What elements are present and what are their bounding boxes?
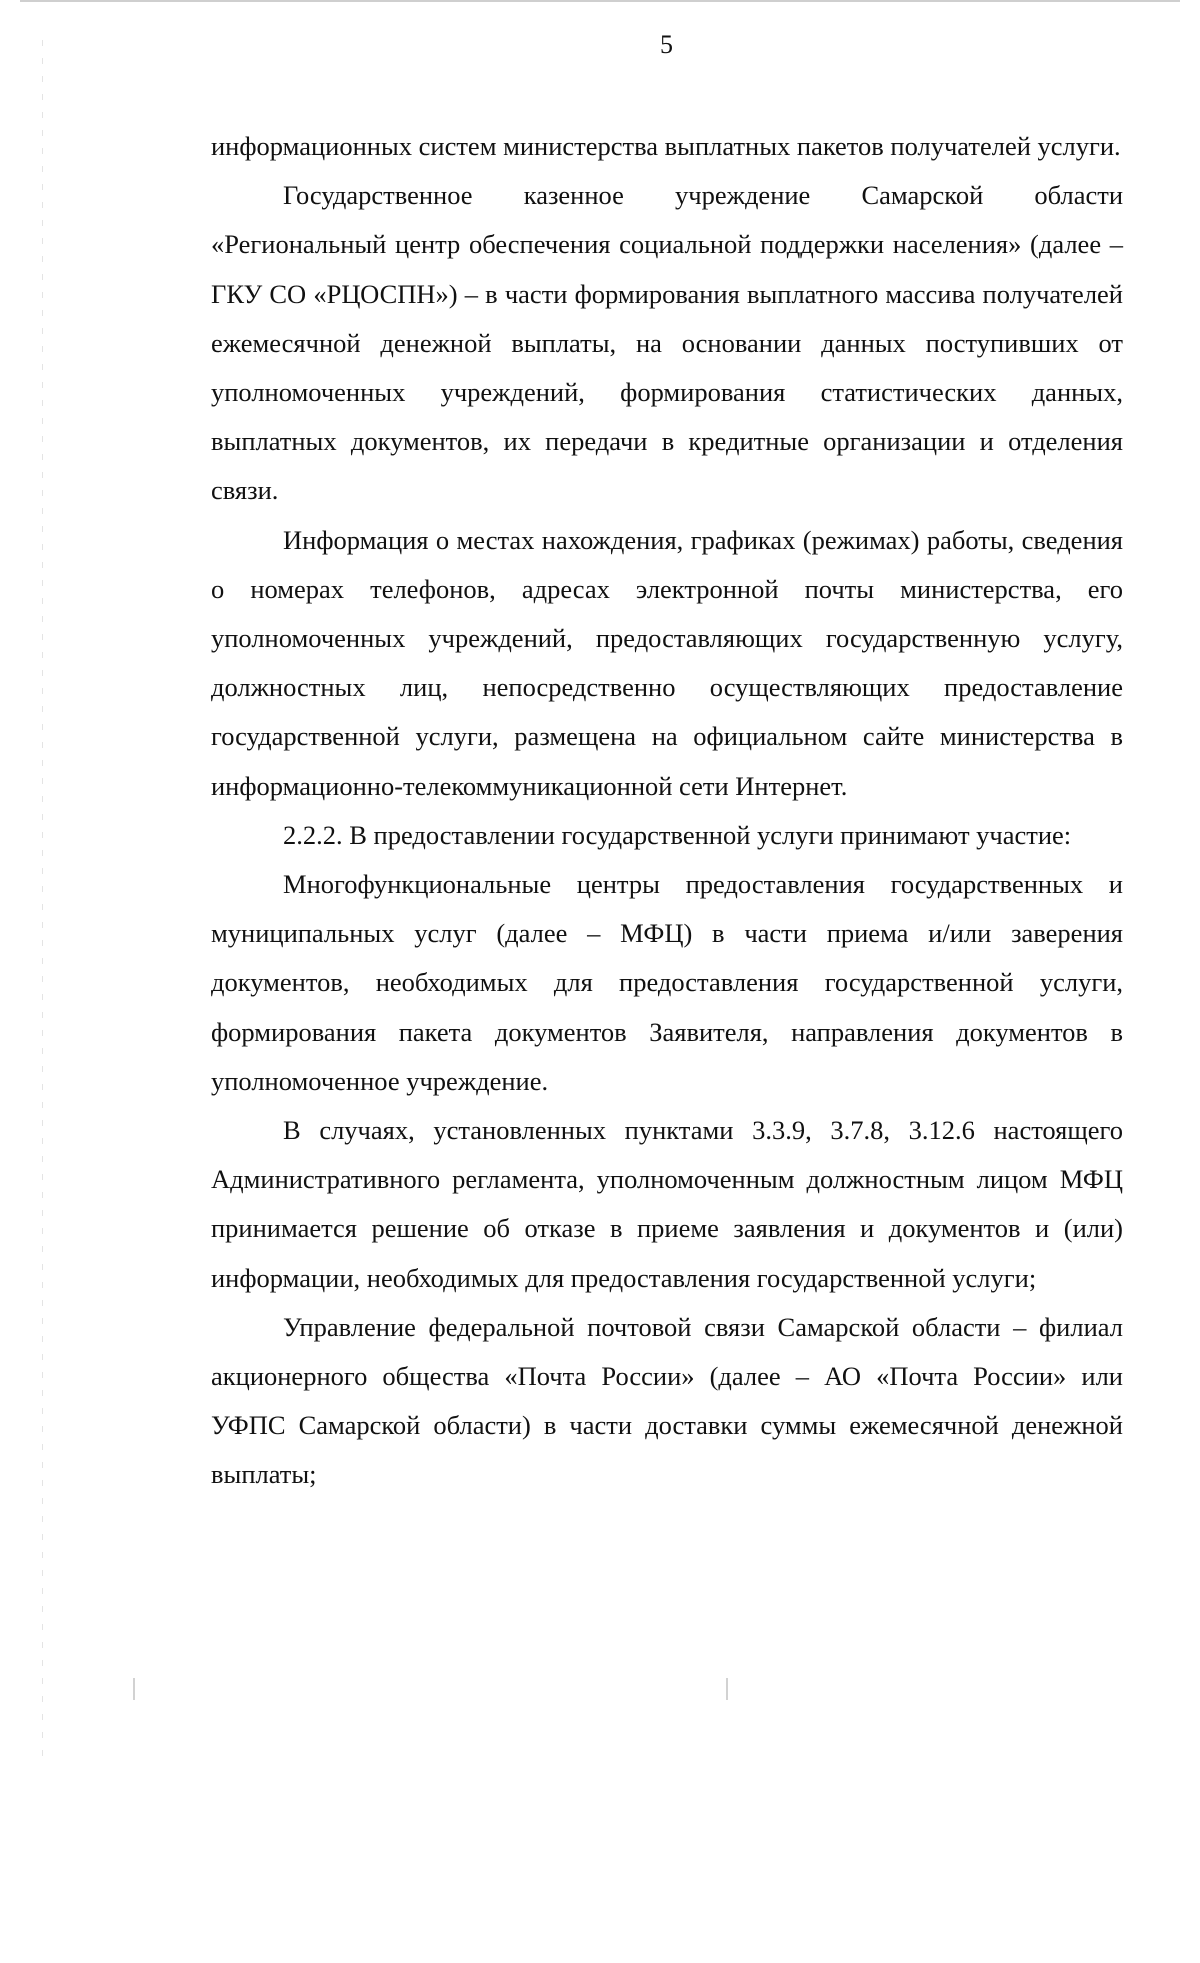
scan-top-rule (20, 0, 1180, 2)
scan-edge-left (42, 40, 43, 1760)
paragraph-contact-information: Информация о местах нахождения, графиках (режимах) работы, сведения о номерах телефонов, адресах электронной почты министерства, его уполномоченных учреждений, предоставляющих государственную услугу, должностных лиц, непосредственно осуществляющих предоставление государственной услуги, размещена на официальном сайте министерства в информационно-телекоммуникационной сети Интернет. (211, 524, 1123, 801)
paragraph-gku-rtsospn: Государственное казенное учреждение Самарской области «Региональный центр обеспечения социальной поддержки населения» (далее – ГКУ СО «РЦОСПН») – в части формирования выплатного массива получателей ежемесячной денежной выплаты, на основании данных поступивших от уполномоченных учреждений, формирования статистических данных, выплатных документов, их передачи в кредитные организации и отделения связи. (211, 180, 1123, 506)
paragraph-mfc-refusal: В случаях, установленных пунктами 3.3.9, 3.7.8, 3.12.6 настоящего Административного регламента, уполномоченным должностным лицом МФЦ принимается решение об отказе в приеме заявления и документов и (или) информации, необходимых для предоставления государственной услуги; (211, 1115, 1123, 1293)
scan-mark-left (133, 1678, 135, 1700)
paragraph-mfc: Многофункциональные центры предоставления государственных и муниципальных услуг (далее – МФЦ) в части приема и/или заверения документов, необходимых для предоставления государственной услуги, формирования пакета документов Заявителя, направления документов в уполномоченное учреждение. (211, 869, 1123, 1096)
document-body (211, 122, 1123, 1500)
paragraph-continuation: информационных систем министерства выплатных пакетов получателей услуги. (211, 131, 1121, 161)
paragraph-section-2-2-2: 2.2.2. В предоставлении государственной услуги принимают участие: (283, 819, 1072, 850)
paragraph-russian-post: Управление федеральной почтовой связи Самарской области – филиал акционерного общества «Почта России» (далее – АО «Почта России» или УФПС Самарской области) в части доставки суммы ежемесячной денежной выплаты; (211, 1311, 1123, 1490)
page-number: 5 (660, 30, 673, 59)
scan-mark-center (726, 1678, 728, 1700)
